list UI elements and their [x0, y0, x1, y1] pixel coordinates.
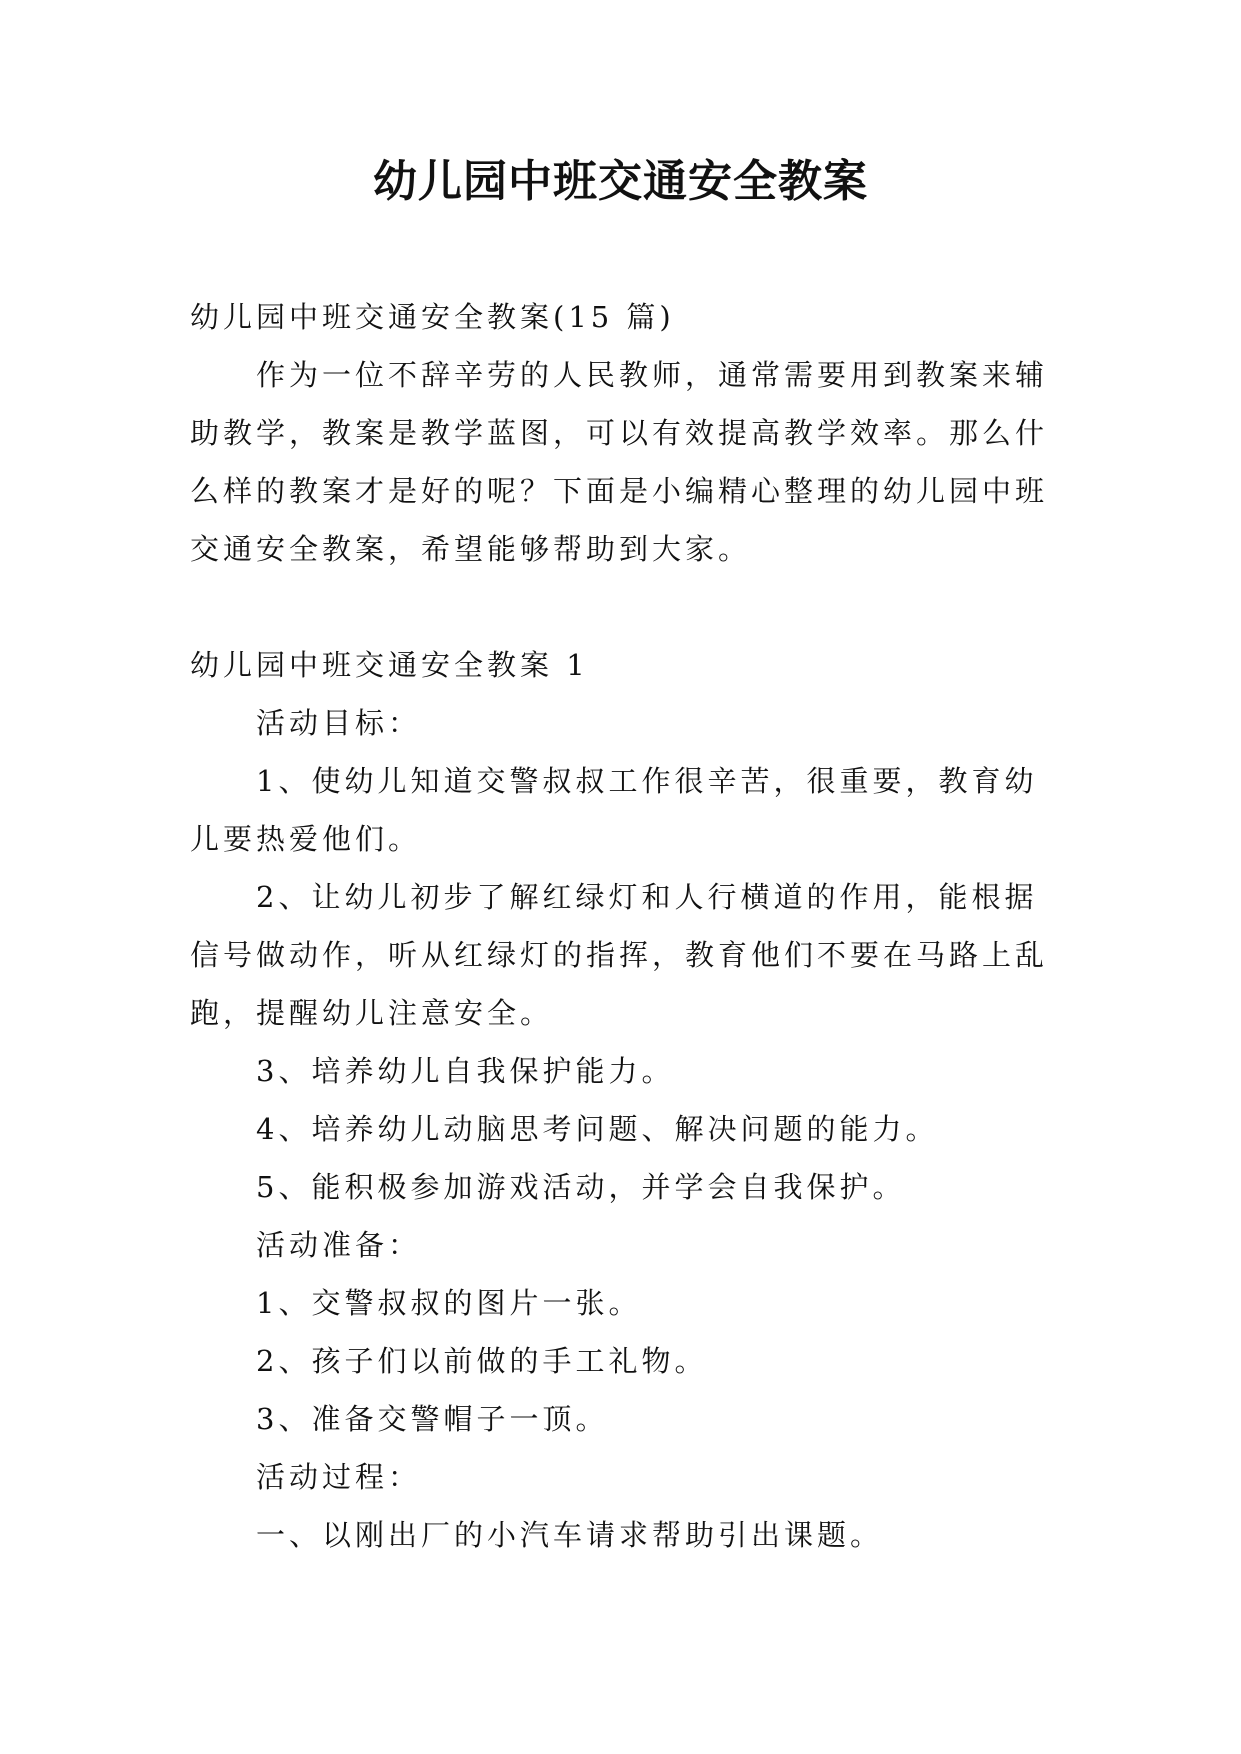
goal-item: 1、使幼儿知道交警叔叔工作很辛苦，很重要，教育幼儿要热爱他们。	[190, 764, 1038, 856]
goal-item: 4、培养幼儿动脑思考问题、解决问题的能力。	[256, 1112, 939, 1146]
prep-heading: 活动准备：	[256, 1228, 422, 1262]
goal-item: 2、让幼儿初步了解红绿灯和人行横道的作用，能根据信号做动作，听从红绿灯的指挥，教育他们不要在马路上乱跑，提醒幼儿注意安全。	[190, 880, 1049, 1030]
process-item: 一、以刚出厂的小汽车请求帮助引出课题。	[256, 1518, 884, 1552]
section-spacer	[190, 578, 1060, 636]
intro-paragraph: 作为一位不辞辛劳的人民教师，通常需要用到教案来辅助教学，教案是教学蓝图，可以有效提高教学效率。那么什么样的教案才是好的呢？下面是小编精心整理的幼儿园中班交通安全教案，希望能够帮助到大家。	[190, 358, 1049, 566]
goal-item: 3、培养幼儿自我保护能力。	[256, 1054, 675, 1088]
document-subtitle: 幼儿园中班交通安全教案(15 篇)	[190, 300, 675, 334]
document-title: 幼儿园中班交通安全教案	[373, 156, 868, 207]
process-heading: 活动过程：	[256, 1460, 422, 1494]
section-heading: 幼儿园中班交通安全教案 1	[190, 648, 589, 682]
goals-heading: 活动目标：	[256, 706, 422, 740]
prep-item: 3、准备交警帽子一顶。	[256, 1402, 609, 1436]
prep-item: 1、交警叔叔的图片一张。	[256, 1286, 642, 1320]
prep-item: 2、孩子们以前做的手工礼物。	[256, 1344, 708, 1378]
document-body	[190, 288, 1060, 1564]
goal-item: 5、能积极参加游戏活动，并学会自我保护。	[256, 1170, 906, 1204]
